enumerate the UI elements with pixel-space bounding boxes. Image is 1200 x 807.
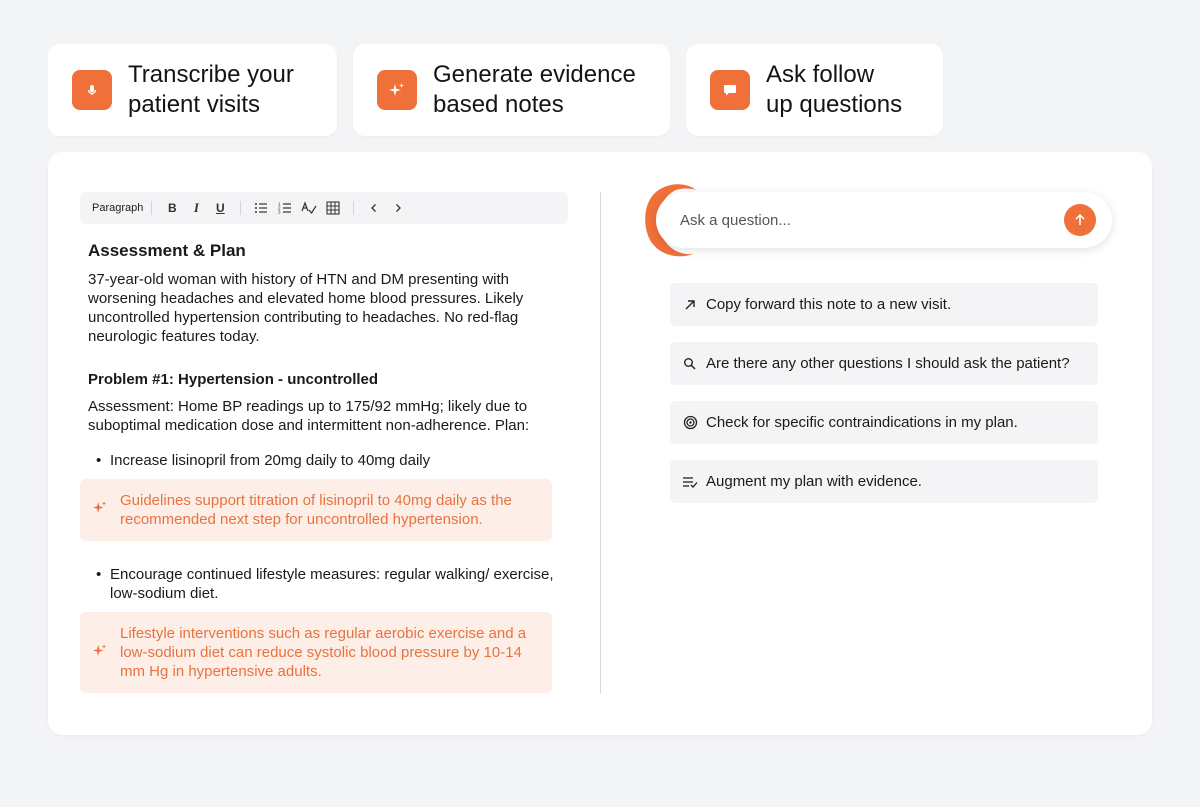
sparkle-icon [92, 500, 108, 521]
problem-title: Problem #1: Hypertension - uncontrolled [88, 371, 379, 388]
note-heading: Assessment & Plan [88, 241, 246, 260]
numbered-list-icon[interactable] [273, 196, 297, 220]
chevron-left-icon[interactable] [362, 196, 386, 220]
callout-text: Guidelines support titration of lisinopril to 40mg daily as the recommended next step for uncontrolled hypertension. [120, 492, 512, 528]
note-document[interactable] [88, 240, 568, 693]
list-check-icon [682, 474, 698, 490]
italic-button[interactable]: I [193, 200, 199, 215]
paragraph-style-select[interactable]: Paragraph [92, 202, 144, 214]
chat-bubble-icon [710, 70, 750, 110]
search-icon [682, 356, 698, 372]
arrow-up-right-icon [682, 297, 698, 313]
target-icon [682, 415, 698, 431]
suggestion-text: Copy forward this note to a new visit. [706, 296, 952, 313]
suggestion-augment-plan[interactable] [670, 460, 1098, 503]
chevron-right-icon[interactable] [386, 196, 410, 220]
toolbar-divider [353, 201, 354, 215]
svg-text:3: 3 [278, 209, 281, 215]
feature-card-transcribe [48, 44, 337, 136]
underline-button[interactable]: U [216, 201, 225, 215]
table-icon[interactable] [321, 196, 345, 220]
arrow-up-icon [1073, 213, 1087, 227]
plan-bullet: • Encourage continued lifestyle measures: regular walking/ exercise, low-sodium diet. [88, 565, 568, 603]
svg-text:1: 1 [278, 201, 281, 207]
suggestion-text: Augment my plan with evidence. [706, 473, 922, 490]
feature-text: Transcribe your patient visits [128, 61, 294, 118]
suggestion-copy-forward[interactable] [670, 283, 1098, 326]
feature-card-ask [686, 44, 943, 136]
sparkle-icon [92, 642, 108, 663]
bullet-list-icon[interactable] [249, 196, 273, 220]
suggestion-text: Are there any other questions I should ask the patient? [706, 355, 1070, 372]
spellcheck-icon[interactable] [297, 196, 321, 220]
bold-button[interactable]: B [168, 201, 177, 215]
evidence-callout [80, 479, 552, 541]
note-summary: 37-year-old woman with history of HTN and DM presenting with worsening headaches and elevated home blood pressures. Likely uncontrolled hypertension contributing to headaches. No red-flag neurologic features today. [88, 271, 524, 345]
evidence-callout [80, 612, 552, 693]
callout-text: Lifestyle interventions such as regular aerobic exercise and a low-sodium diet can reduce systolic blood pressure by 10-14 mm Hg in hypertensive adults. [120, 625, 527, 680]
svg-text:2: 2 [278, 205, 281, 211]
send-button[interactable] [1064, 204, 1096, 236]
editor-toolbar [80, 192, 568, 224]
ask-question-input[interactable] [656, 192, 1112, 248]
microphone-icon [72, 70, 112, 110]
assessment-text: Assessment: Home BP readings up to 175/92 mmHg; likely due to suboptimal medication dose and intermittent non-adherence. Plan: [88, 398, 530, 434]
sparkle-icon [377, 70, 417, 110]
feature-text: Generate evidence based notes [433, 61, 636, 118]
suggestion-text: Check for specific contraindications in my plan. [706, 414, 1018, 431]
feature-text: Ask follow up questions [766, 61, 903, 118]
plan-bullet: • Increase lisinopril from 20mg daily to 40mg daily [88, 451, 568, 470]
ask-placeholder: Ask a question... [680, 211, 791, 229]
panel-divider [600, 192, 601, 694]
toolbar-divider [240, 201, 241, 215]
main-panel [48, 152, 1152, 735]
feature-card-generate [353, 44, 670, 136]
suggestion-other-questions[interactable] [670, 342, 1098, 385]
toolbar-divider [151, 201, 152, 215]
suggestion-contraindications[interactable] [670, 401, 1098, 444]
